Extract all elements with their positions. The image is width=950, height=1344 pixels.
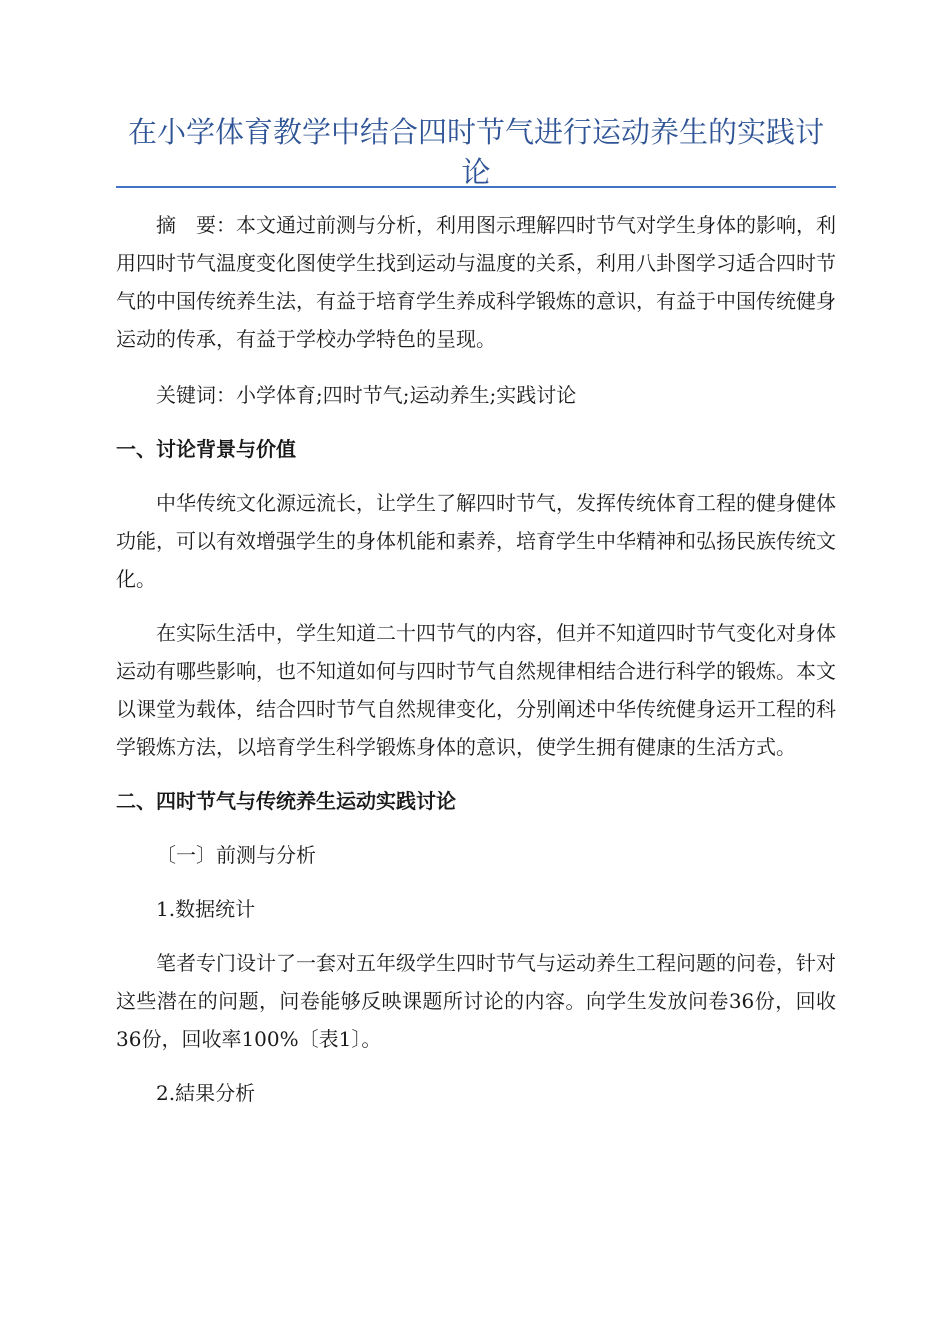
subsection-heading-1: 〔一〕前测与分析: [156, 843, 316, 867]
section-heading-1: 一、讨论背景与价值: [116, 437, 296, 461]
title-divider: [116, 186, 836, 188]
abstract: 摘 要：本文通过前测与分析，利用图示理解四时节气对学生身体的影响，利用四时节气温度变化图使学生找到运动与温度的关系，利用八卦图学习适合四时节气的中国传统养生法，有益于培育学生养成科学锻炼的意识，有益于中国传统健身运动的传承，有益于学校办学特色的呈现。: [116, 213, 836, 351]
section-heading-2: 二、四时节气与传统养生运动实践讨论: [116, 789, 456, 813]
page-title: 在小学体育教学中结合四时节气进行运动养生的实践讨论: [127, 115, 824, 189]
item-heading-1: 1.数据统计: [156, 897, 256, 921]
section1-paragraph-2: 在实际生活中，学生知道二十四节气的内容，但并不知道四时节气变化对身体运动有哪些影响，也不知道如何与四时节气自然规律相结合进行科学的锻炼。本文以课堂为载体，结合四时节气自然规律变化，分别阐述中华传统健身运开工程的科学锻炼方法，以培育学生科学锻炼身体的意识，使学生拥有健康的生活方式。: [116, 621, 836, 759]
section2-paragraph-1: 笔者专门设计了一套对五年级学生四时节气与运动养生工程问题的问卷，针对这些潜在的问题，问卷能够反映课题所讨论的内容。向学生发放问卷36份，回收36份，回收率100%〔表1〕。: [116, 951, 836, 1051]
item-heading-2: 2.結果分析: [156, 1081, 256, 1105]
section1-paragraph-1: 中华传统文化源远流长，让学生了解四时节气，发挥传统体育工程的健身健体功能，可以有效增强学生的身体机能和素养，培育学生中华精神和弘扬民族传统文化。: [116, 491, 836, 591]
document-body: [116, 206, 836, 1128]
keywords: 关键词：小学体育;四时节气;运动养生;实践讨论: [156, 383, 577, 407]
